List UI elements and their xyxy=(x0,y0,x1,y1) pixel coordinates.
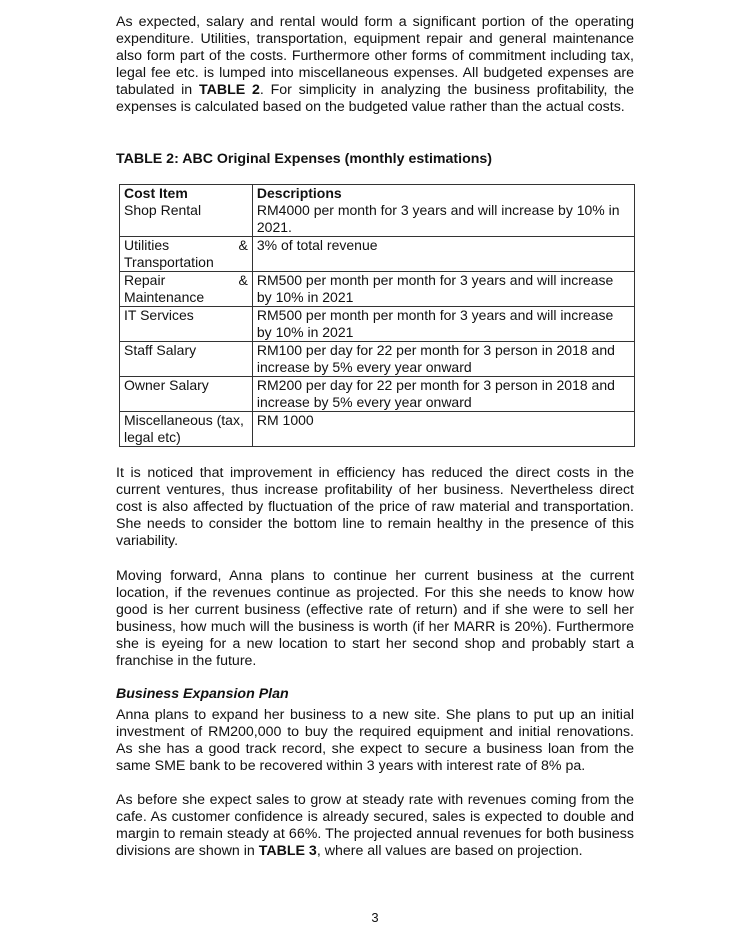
cell-item: Shop Rental xyxy=(120,202,253,237)
cell-item: IT Services xyxy=(120,307,253,342)
expenses-table xyxy=(119,184,635,447)
cell-desc: RM200 per day for 22 per month for 3 person in 2018 and increase by 5% every year onward xyxy=(252,377,634,412)
cell-desc: 3% of total revenue xyxy=(252,237,634,272)
cell-item-line1: Utilities xyxy=(124,237,170,253)
cell-desc: RM100 per day for 22 per month for 3 person in 2018 and increase by 5% every year onward xyxy=(252,342,634,377)
table-row xyxy=(120,377,635,412)
page-number: 3 xyxy=(371,910,379,925)
paragraph-expansion: Anna plans to expand her business to a new site. She plans to put up an initial investment of RM200,000 to buy the required equipment and initial renovations. As she has a good track record, she expect to secure a business loan from the same SME bank to be recovered within 3 years with interest rate of 8% pa. xyxy=(116,707,634,774)
table-header-row xyxy=(120,185,635,203)
para5-text-a: As before she expect sales to grow at steady rate with revenues coming from the cafe. As customer confidence is already secured, sales is expected to double and margin to remain steady at 66%. The projected annual revenues for both business divisions are shown in xyxy=(116,792,634,859)
table-row xyxy=(120,202,635,237)
para1-text-b: . For simplicity in analyzing the business profitability, the expenses is calculated based on the budgeted value rather than the actual costs. xyxy=(116,82,634,115)
cell-desc: RM500 per month per month for 3 years and will increase by 10% in 2021 xyxy=(252,272,634,307)
cell-desc: RM500 per month per month for 3 years and will increase by 10% in 2021 xyxy=(252,307,634,342)
cell-item: Owner Salary xyxy=(120,377,253,412)
table-row xyxy=(120,342,635,377)
header-cost-item: Cost Item xyxy=(120,185,253,203)
table-row xyxy=(120,272,635,307)
table2-reference: TABLE 2 xyxy=(198,82,260,98)
paragraph-moving-forward: Moving forward, Anna plans to continue her current business at the current location, if the revenues continue as projected. For this she needs to know how good is her current business (effective rate of return) and if she were to sell her business, how much will the business is worth (if her MARR is 20%). Furthermore she is eyeing for a new location to start her second shop and probably start a franchise in the future. xyxy=(116,568,634,669)
cell-item-line1: Repair xyxy=(124,272,166,288)
paragraph-sales-growth xyxy=(116,792,634,860)
cell-item xyxy=(120,272,253,307)
table-row xyxy=(120,307,635,342)
cell-item-line2: Transportation xyxy=(124,254,214,270)
cell-desc: RM4000 per month for 3 years and will increase by 10% in 2021. xyxy=(252,202,634,237)
table3-reference: TABLE 3 xyxy=(258,843,317,859)
cell-item: Miscellaneous (tax, legal etc) xyxy=(120,412,253,447)
cell-desc: RM 1000 xyxy=(252,412,634,447)
table-row xyxy=(120,237,635,272)
cell-item-line2: Maintenance xyxy=(124,289,205,305)
section-heading: Business Expansion Plan xyxy=(116,686,289,702)
table2-caption: TABLE 2: ABC Original Expenses (monthly estimations) xyxy=(116,151,493,167)
cell-item: Staff Salary xyxy=(120,342,253,377)
table-row xyxy=(120,412,635,447)
paragraph-expenses-intro xyxy=(116,14,634,116)
ampersand: & xyxy=(238,237,248,253)
para1-text-a: As expected, salary and rental would form a significant portion of the operating expenditure. Utilities, transportation, equipment repair and general maintenance also form part of the costs. Furthermore other forms of commitment including tax, legal fee etc. is lumped into miscellaneous expenses. All budgeted expenses are tabulated in xyxy=(116,14,634,98)
cell-item xyxy=(120,237,253,272)
paragraph-efficiency: It is noticed that improvement in efficiency has reduced the direct costs in the current ventures, thus increase profitability of her business. Nevertheless direct cost is also affected by fluctuation of the price of raw material and transportation. She needs to consider the bottom line to remain healthy in the presence of this variability. xyxy=(116,465,634,549)
ampersand: & xyxy=(238,272,248,288)
header-descriptions: Descriptions xyxy=(252,185,634,203)
para5-text-b: , where all values are based on projection. xyxy=(316,843,583,859)
